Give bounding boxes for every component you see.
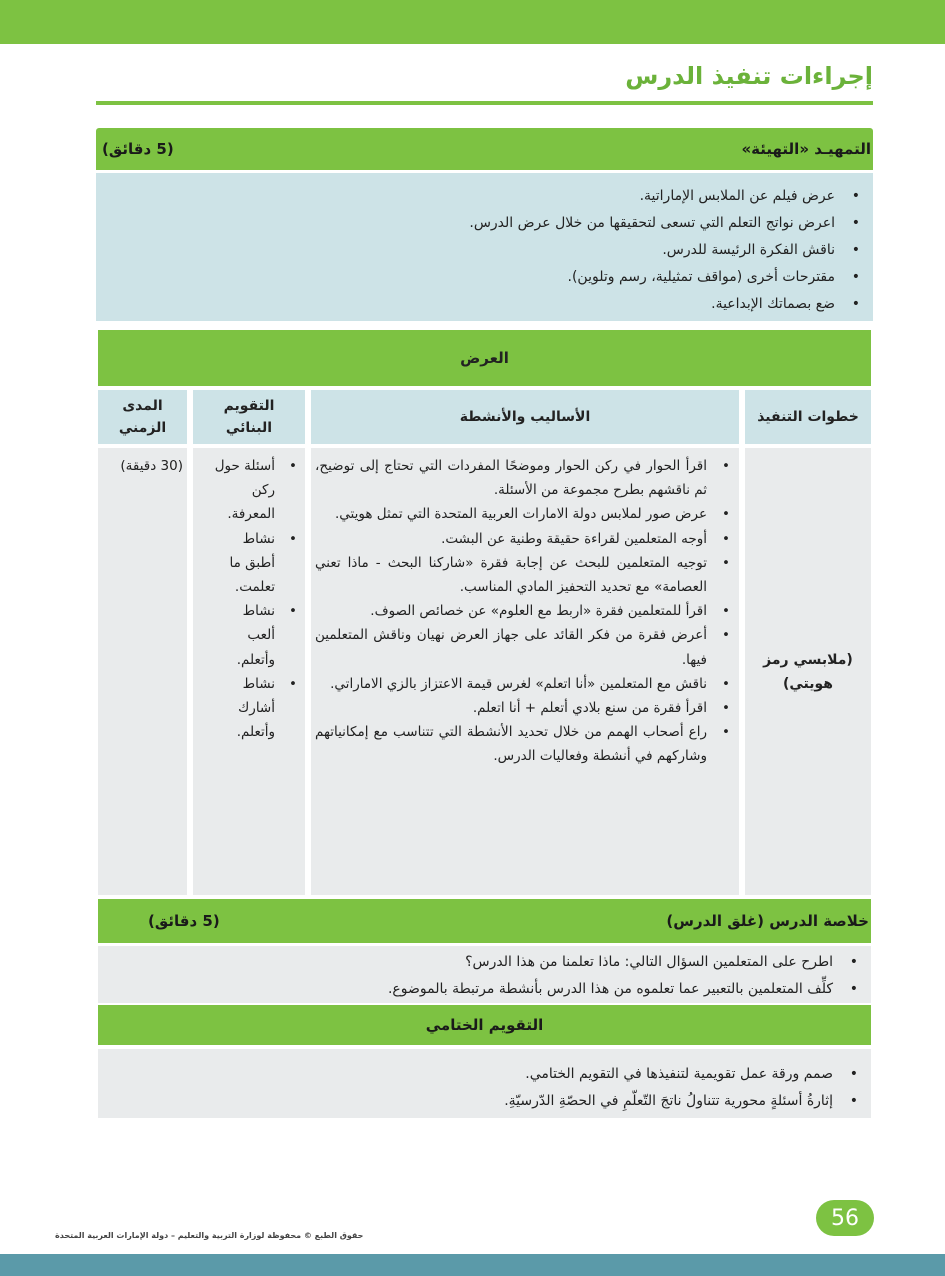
- activity-item: • أوجه المتعلمين لقراءة حقيقة وطنية عن البشت.: [315, 527, 739, 551]
- closure-header: [98, 899, 871, 943]
- list-item: • صمم ورقة عمل تقويمية لتنفيذها في التقويم الختامي.: [98, 1061, 871, 1088]
- activity-item: • عرض صور لملابس دولة الامارات العربية المتحدة التي تمثل هويتي.: [315, 502, 739, 526]
- evaluation-cell: [193, 448, 305, 895]
- activity-item: • راع أصحاب الهمم من خلال تحديد الأنشطة التي تتناسب مع إمكانياتهم وشاركهم في أنشطة وفعاليات الدرس.: [315, 720, 739, 768]
- page-title: إجراءات تنفيذ الدرس: [625, 62, 873, 90]
- intro-body: [96, 173, 873, 321]
- final-eval-list: [98, 1061, 871, 1115]
- list-item: • اطرح على المتعلمين السؤال التالي: ماذا تعلمنا من هذا الدرس؟: [98, 949, 871, 976]
- list-item: • كلِّف المتعلمين بالتعبير عما تعلموه من هذا الدرس بأنشطة مرتبطة بالموضوع.: [98, 976, 871, 1003]
- col-head-evaluation: التقويم البنائي: [193, 390, 305, 444]
- col-head-duration: المدى الزمني: [98, 390, 187, 444]
- copyright-notice: حقوق الطبع © محفوظة لوزارة التربية والتعليم – دولة الإمارات العربية المتحدة: [55, 1231, 364, 1240]
- intro-list: [96, 183, 873, 318]
- evaluation-item: • نشاط أشارك وأتعلم.: [207, 672, 305, 745]
- list-item: • اعرض نواتج التعلم التي تسعى لتحقيقها من خلال عرض الدرس.: [96, 210, 873, 237]
- intro-header: [96, 128, 873, 170]
- display-header: العرض: [98, 330, 871, 386]
- closure-section: [96, 899, 873, 1003]
- list-item: • مقترحات أخرى (مواقف تمثيلية، رسم وتلوين).: [96, 264, 873, 291]
- col-head-steps: خطوات التنفيذ: [745, 390, 871, 444]
- final-eval-section: [96, 1005, 873, 1118]
- closure-label: خلاصة الدرس (غلق الدرس): [666, 912, 869, 930]
- list-item: • ضع بصماتك الإبداعية.: [96, 291, 873, 318]
- closure-list: [98, 949, 871, 1003]
- activity-item: • اقرأ للمتعلمين فقرة «اربط مع العلوم» عن خصائص الصوف.: [315, 599, 739, 623]
- page-number: 56: [816, 1200, 874, 1236]
- closure-duration: (5 دقائق): [148, 912, 220, 930]
- top-color-band: [0, 0, 945, 44]
- activity-item: • توجيه المتعلمين للبحث عن إجابة فقرة «شاركنا البحث - ماذا تعني العصامة» مع تحديد التحفيز المادي المناسب.: [315, 551, 739, 599]
- activity-item: • اقرأ فقرة من سنع بلادي أتعلم + أنا اتعلم.: [315, 696, 739, 720]
- evaluation-item: • نشاط ألعب وأتعلم.: [207, 599, 305, 672]
- step-title: (ملابسي رمز هويتي): [763, 651, 853, 692]
- activity-item: • أعرض فقرة من فكر القائد على جهاز العرض نهيان وناقش المتعلمين فيها.: [315, 623, 739, 671]
- display-table: [96, 328, 873, 897]
- final-eval-body: [98, 1049, 871, 1118]
- title-underline: [96, 101, 873, 105]
- final-eval-title: التقويم الختامي: [425, 1016, 544, 1034]
- list-item: • ناقش الفكرة الرئيسة للدرس.: [96, 237, 873, 264]
- activities-cell: [311, 448, 739, 895]
- list-item: • عرض فيلم عن الملابس الإماراتية.: [96, 183, 873, 210]
- evaluation-item: • أسئلة حول ركن المعرفة.: [207, 454, 305, 527]
- intro-duration: (5 دقائق): [102, 140, 174, 158]
- steps-cell: [745, 448, 871, 895]
- display-duration: (30 دقيقة): [120, 458, 183, 474]
- list-item: • إثارةُ أسئلةٍ محورية تتناولُ ناتجَ التّعلّمِ في الحصّةِ الدّرسيّةِ.: [98, 1088, 871, 1115]
- activity-item: • ناقش مع المتعلمين «أنا اتعلم» لغرس قيمة الاعتزاز بالزي الاماراتي.: [315, 672, 739, 696]
- closure-body: [98, 946, 871, 1003]
- intro-section: [96, 128, 873, 321]
- bottom-color-band: [0, 1254, 945, 1276]
- intro-label: التمهيـد «التهيئة»: [741, 140, 871, 158]
- duration-cell: [98, 448, 187, 895]
- final-eval-header: [98, 1005, 871, 1045]
- activity-item: • اقرأ الحوار في ركن الحوار وموضحًا المفردات التي تحتاج إلى توضيح، ثم ناقشهم بطرح مجموعة من الأسئلة.: [315, 454, 739, 502]
- col-head-activities: الأساليب والأنشطة: [311, 390, 739, 444]
- evaluation-item: • نشاط أطبق ما تعلمت.: [207, 527, 305, 600]
